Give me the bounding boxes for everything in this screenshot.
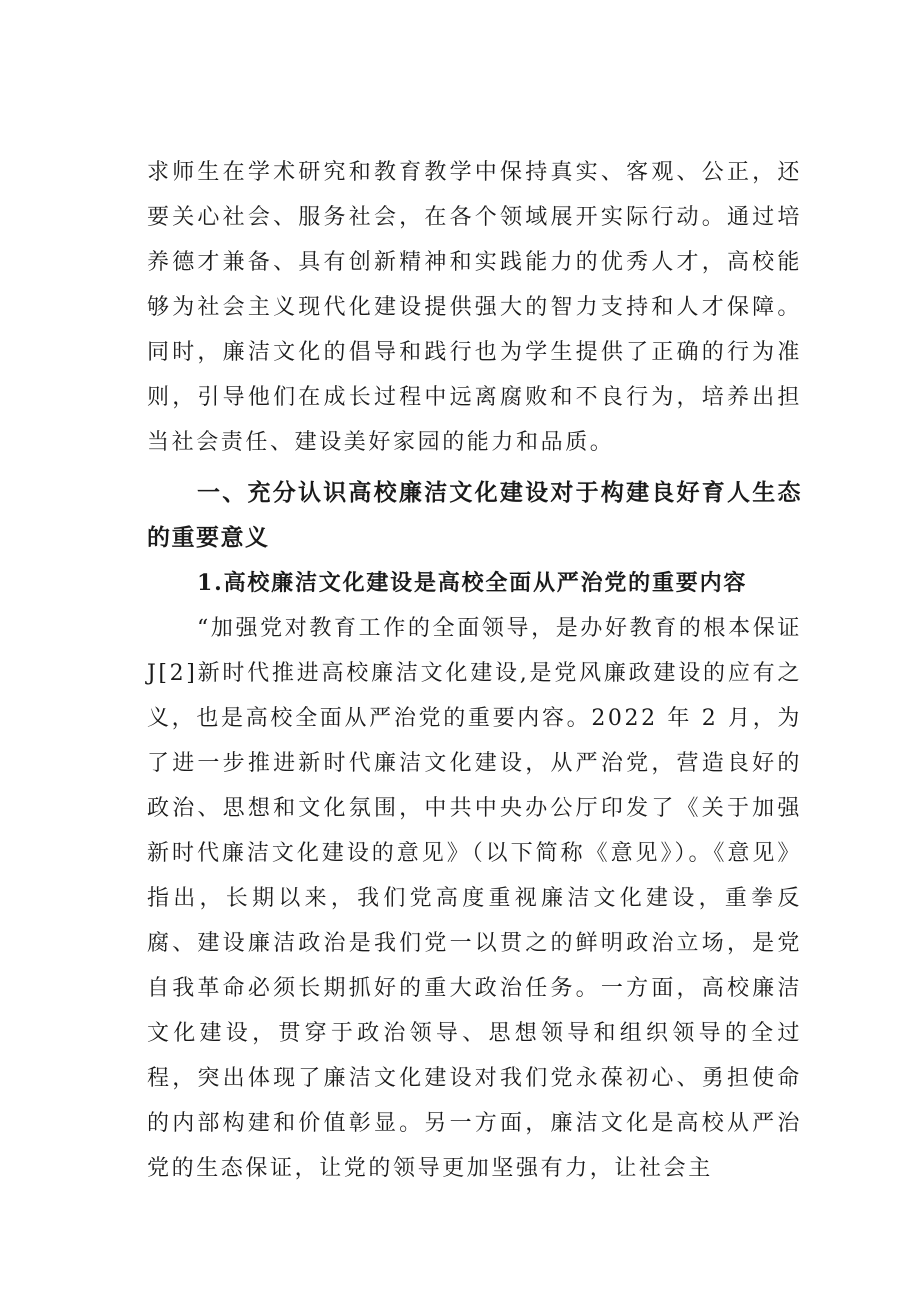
body-paragraph: “加强党对教育工作的全面领导，是办好教育的根本保证J[2]新时代推进高校廉洁文化建设,是党风廉政建设的应有之义，也是高校全面从严治党的重要内容。2022 年 2 月，为了进一步推进新时代廉洁文化建设，从严治党，营造良好的政治、思想和文化氛围，中共中央办公厅印发了《关于加强新时代廉洁文化建设的意见》（以下简称《意见》）。《意见》指出，长期以来，我们党高度重视廉洁文化建设，重拳反腐、建设廉洁政治是我们党一以贯之的鲜明政治立场，是党自我革命必须长期抓好的重大政治任务。一方面，高校廉洁文化建设，贯穿于政治领导、思想领导和组织领导的全过程，突出体现了廉洁文化建设对我们党永葆初心、勇担使命的内部构建和价值彰显。另一方面，廉洁文化是高校从严治党的生态保证，让党的领导更加坚强有力，让社会主	[147, 616, 802, 1181]
section-heading: 一、充分认识高校廉洁文化建设对于构建良好育人生态的重要意义	[147, 480, 802, 551]
continued-paragraph: 求师生在学术研究和教育教学中保持真实、客观、公正，还要关心社会、服务社会，在各个领域展开实际行动。通过培养德才兼备、具有创新精神和实践能力的优秀人才，高校能够为社会主义现代化建设提供强大的智力支持和人才保障。同时，廉洁文化的倡导和践行也为学生提供了正确的行为准则，引导他们在成长过程中远离腐败和不良行为，培养出担当社会责任、建设美好家园的能力和品质。	[147, 160, 802, 455]
document-body	[147, 150, 802, 1191]
subsection-heading: 1.高校廉洁文化建设是高校全面从严治党的重要内容	[197, 570, 748, 596]
